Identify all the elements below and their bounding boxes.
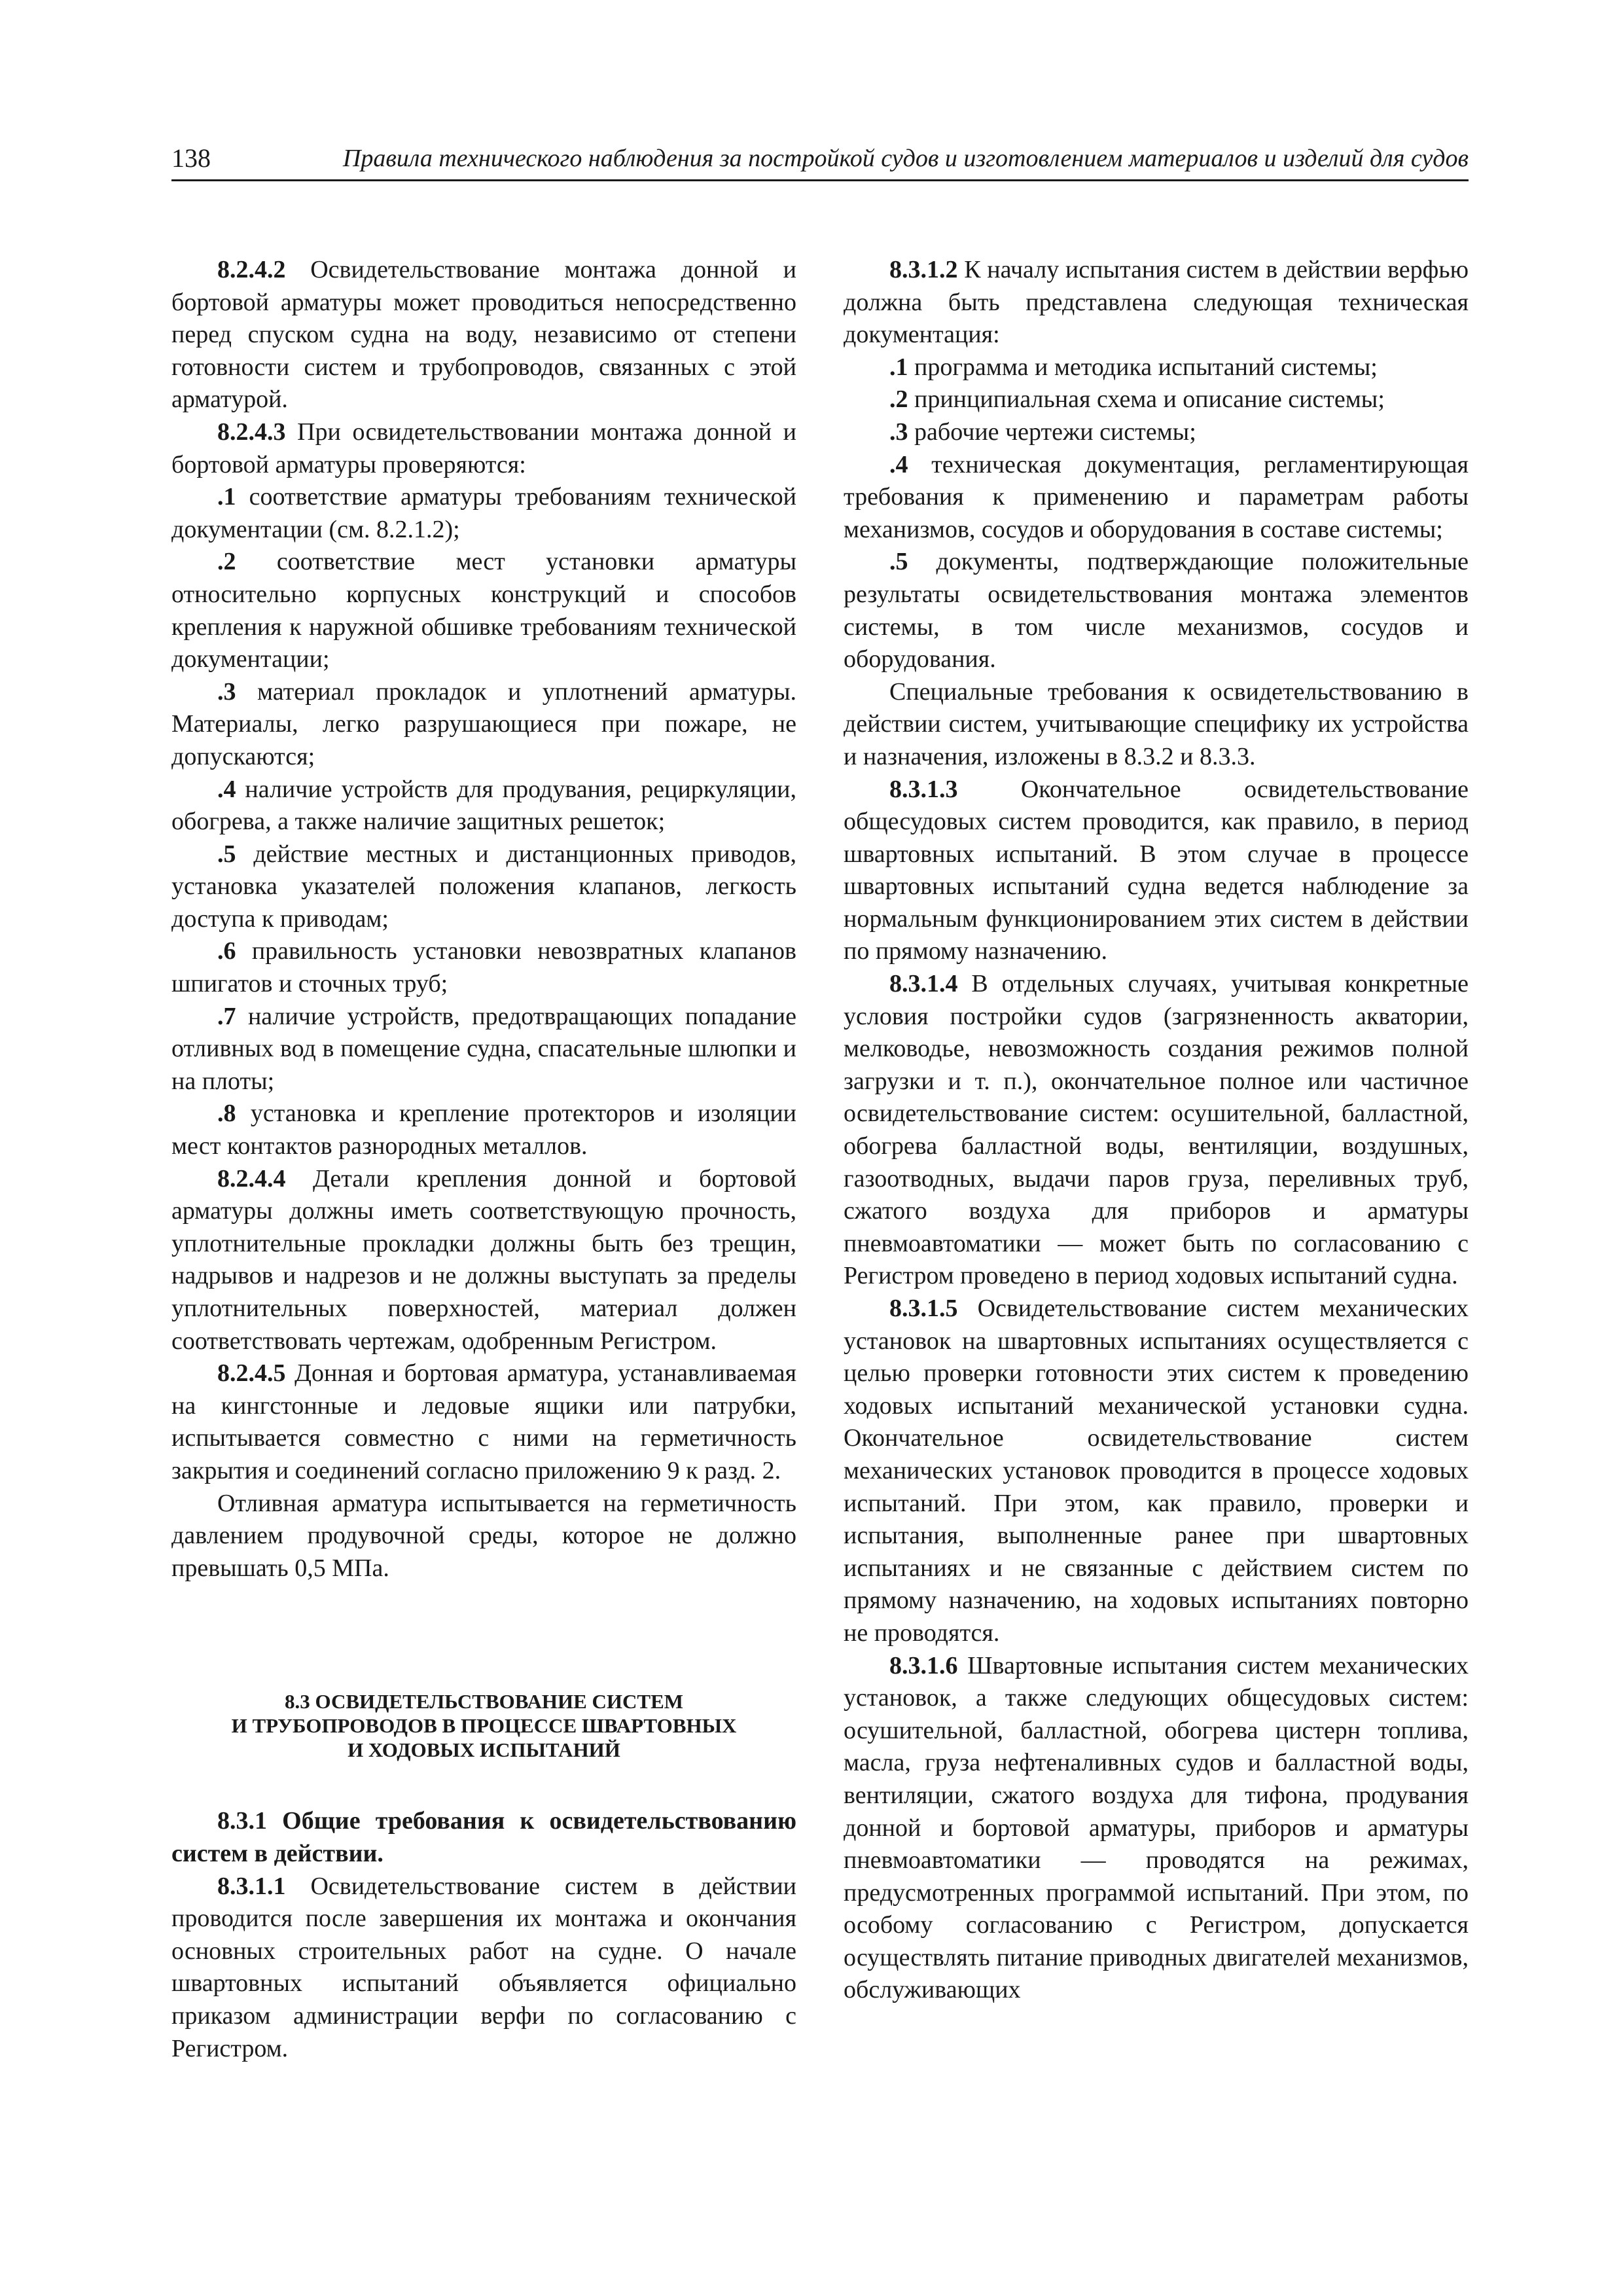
clause-number: 8.2.4.5	[217, 1359, 286, 1388]
section-heading-8-3	[171, 1689, 796, 1762]
clause-number: 8.3.1.5	[889, 1295, 958, 1322]
paragraph-8-3-1-4	[844, 968, 1469, 1293]
paragraph-text: В отдельных случаях, учитывая конкретные условия постройки судов (загрязненность акватории, мелководье, невозможность создания режимов полной загрузки и т. п.), окончательное полное или частичное освидетельствование систем: осушительной, балластной, обогрева балластной воды, вентиляции, воздушных, газоотводных, выдачи паров груза, переливных труб, сжатого воздуха для приборов и арматуры пневмоавтоматики — может быть по согласованию с Регистром проведено в период ходовых испытаний судна.	[844, 970, 1469, 1290]
list-item	[171, 546, 796, 675]
paragraph-text: Детали крепления донной и бортовой арматуры должны иметь соответствующую прочность, уплотнительные прокладки должны быть без трещин, надрывов и надрезов и не должны выступать за пределы уплотнительных поверхностей, материал должен соответствовать чертежам, одобренным Регистром.	[171, 1164, 796, 1355]
item-text: установка и крепление протекторов и изоляции мест контактов разнородных металлов.	[171, 1100, 796, 1160]
item-number: .1	[889, 353, 908, 381]
running-title: Правила технического наблюдения за постройкой судов и изготовлением материалов и изделий для судов	[342, 145, 1469, 172]
paragraph-text: При освидетельствовании монтажа донной и бортовой арматуры проверяются:	[171, 418, 796, 478]
paragraph-text: Освидетельствование монтажа донной и бортовой арматуры может проводиться непосредственно перед спуском судна на воду, независимо от степени готовности систем и трубопроводов, связанных с этой арматурой.	[171, 256, 796, 414]
item-number: .2	[217, 548, 236, 576]
list-item	[844, 546, 1469, 675]
left-column	[171, 254, 796, 2065]
item-text: документы, подтверждающие положительные результаты освидетельствования монтажа элементов системы, в том числе механизмов, сосудов и оборудования.	[844, 548, 1469, 673]
list-item	[171, 481, 796, 546]
subsection-heading-8-3-1: 8.3.1 Общие требования к освидетельствованию систем в действии.	[171, 1807, 796, 1867]
clause-number: 8.3.1.3	[889, 775, 958, 803]
item-number: .3	[889, 418, 908, 446]
clause-number: 8.3.1.2	[889, 256, 958, 283]
paragraph-8-3-1-3	[844, 774, 1469, 969]
list-item	[171, 676, 796, 774]
item-text: наличие устройств для продувания, рециркуляции, обогрева, а также наличие защитных решеток;	[171, 775, 796, 836]
item-text: соответствие арматуры требованиям технической документации (см. 8.2.1.2);	[171, 483, 796, 543]
item-number: .5	[217, 840, 236, 868]
item-text: материал прокладок и уплотнений арматуры. Материалы, легко разрушающиеся при пожаре, не допускаются;	[171, 677, 796, 770]
list-item	[171, 1001, 796, 1098]
right-column	[844, 254, 1469, 2007]
item-text: принципиальная схема и описание системы;	[908, 386, 1385, 414]
item-text: рабочие чертежи системы;	[908, 418, 1196, 446]
list-item	[844, 384, 1469, 416]
list-item	[171, 935, 796, 1000]
paragraph-text: Освидетельствование систем в действии проводится после завершения их монтажа и окончания основных строительных работ на судне. О начале швартовных испытаний объявляется официально приказом администрации верфи по согласованию с Регистром.	[171, 1872, 796, 2062]
item-text: наличие устройств, предотвращающих попадание отливных вод в помещение судна, спасательные шлюпки и на плоты;	[171, 1002, 796, 1095]
item-number: .2	[889, 386, 908, 414]
item-text: соответствие мест установки арматуры относительно корпусных конструкций и способов крепления к наружной обшивке требованиям технической документации;	[171, 548, 796, 673]
section-heading-line: 8.3 ОСВИДЕТЕЛЬСТВОВАНИЕ СИСТЕМ	[284, 1690, 684, 1713]
paragraph-8-2-4-2	[171, 254, 796, 416]
list-item	[844, 449, 1469, 547]
clause-number: 8.2.4.4	[217, 1164, 286, 1193]
paragraph-text: К началу испытания систем в действии верфью должна быть представлена следующая техническая документация:	[844, 256, 1469, 349]
item-number: .4	[217, 775, 236, 803]
list-item	[844, 416, 1469, 449]
clause-number: 8.3.1.6	[889, 1651, 958, 1679]
paragraph-outlet-valves: Отливная арматура испытывается на герметичность давлением продувочной среды, которое не должно превышать 0,5 МПа.	[171, 1489, 796, 1582]
clause-number: 8.3.1.1	[217, 1872, 286, 1900]
item-number: .6	[217, 937, 236, 965]
list-item	[171, 1098, 796, 1162]
paragraph-8-3-1-2	[844, 254, 1469, 351]
item-text: программа и методика испытаний системы;	[908, 353, 1378, 381]
section-heading-line: И ТРУБОПРОВОДОВ В ПРОЦЕССЕ ШВАРТОВНЫХ	[231, 1714, 737, 1738]
item-text: техническая документация, регламентирующая требования к применению и параметрам работы механизмов, сосудов и оборудования в составе системы;	[844, 450, 1469, 543]
clause-number: 8.2.4.3	[217, 418, 286, 446]
paragraph-8-2-4-3	[171, 416, 796, 481]
clause-number: 8.2.4.2	[217, 256, 286, 283]
item-number: .1	[217, 483, 236, 511]
list-item	[844, 351, 1469, 384]
item-number: .7	[217, 1002, 236, 1030]
paragraph-8-3-1-6	[844, 1650, 1469, 2007]
item-number: .3	[217, 677, 236, 706]
paragraph-text: Донная и бортовая арматура, устанавливаемая на кингстонные и ледовые ящики или патрубки, испытывается совместно с ними на герметичность закрытия и соединений согласно приложению 9 к разд. 2.	[171, 1359, 796, 1484]
paragraph-text: Освидетельствование систем механических установок на швартовных испытаниях осуществляется с целью проверки готовности этих систем к проведению ходовых испытаний механической установки судна. Окончательное освидетельствование систем механических установок проводится в процессе ходовых испытаний. При этом, как правило, проверки и испытания, выполненные ранее при швартовных испытаниях и не связанные с действием систем по прямому назначению, на ходовых испытаниях повторно не проводятся.	[844, 1295, 1469, 1647]
paragraph-8-2-4-5	[171, 1357, 796, 1487]
paragraph-8-3-1-5	[844, 1293, 1469, 1650]
page-header	[171, 141, 1469, 181]
list-item	[171, 774, 796, 838]
item-text: правильность установки невозвратных клапанов шпигатов и сточных труб;	[171, 937, 796, 998]
paragraph-text: Окончательное освидетельствование общесудовых систем проводится, как правило, в период швартовных испытаний. В этом случае в процессе швартовных испытаний судна ведется наблюдение за нормальным функционированием этих систем в действии по прямому назначению.	[844, 775, 1469, 965]
item-number: .8	[217, 1100, 236, 1128]
clause-number: 8.3.1.4	[889, 970, 958, 998]
paragraph-8-2-4-4	[171, 1163, 796, 1358]
page-number: 138	[171, 143, 211, 173]
item-number: .5	[889, 548, 908, 576]
paragraph-8-3-1-1	[171, 1871, 796, 2066]
item-number: .4	[889, 450, 908, 478]
paragraph-special-requirements: Специальные требования к освидетельствованию в действии систем, учитывающие специфику их устройства и назначения, изложены в 8.3.2 и 8.3.3.	[844, 677, 1469, 770]
section-heading-line: И ХОДОВЫХ ИСПЫТАНИЙ	[348, 1738, 620, 1762]
item-text: действие местных и дистанционных приводов, установка указателей положения клапанов, легкость доступа к приводам;	[171, 840, 796, 933]
list-item	[171, 838, 796, 936]
paragraph-text: Швартовные испытания систем механических установок, а также следующих общесудовых систем: осушительной, балластной, обогрева цистерн топлива, масла, груза нефтеналивных судов и балластной воды, вентиляции, сжатого воздуха для тифона, продувания донной и бортовой арматуры, приборов и арматуры пневмоавтоматики — проводятся на режимах, предусмотренных программой испытаний. При этом, по особому согласованию с Регистром, допускается осуществлять питание приводных двигателей механизмов, обслуживающих	[844, 1651, 1469, 2004]
